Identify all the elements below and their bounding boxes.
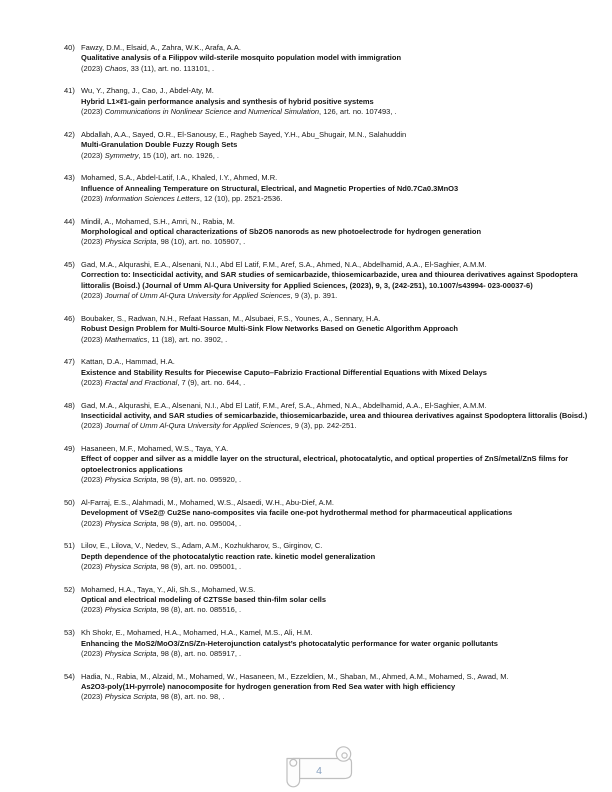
reference-journal-name: Physica Scripta	[104, 562, 157, 572]
reference-journal-name: Physica Scripta	[104, 518, 157, 528]
reference-pub-suffix: , 15 (10), art. no. 1926, .	[138, 150, 219, 160]
reference-journal-name: Physica Scripta	[104, 475, 157, 485]
reference-journal-name: Physica Scripta	[104, 692, 157, 702]
reference-title: As2O3-poly(1H-pyrrole) nanocomposite for hydrogen generation from Red Sea water with high efficiency	[81, 681, 456, 691]
reference-item	[64, 444, 593, 485]
reference-publication	[81, 335, 593, 345]
reference-pub-prefix: (2023)	[81, 63, 105, 73]
reference-title: Influence of Annealing Temperature on Structural, Electrical, and Magnetic Properties of Nd0.7Ca0.3MnO3	[81, 183, 459, 193]
reference-publication	[81, 562, 593, 572]
reference-publication	[81, 378, 593, 388]
reference-pub-prefix: (2023)	[81, 562, 105, 572]
reference-title: Effect of copper and silver as a middle layer on the structural, electrical, photocatalytic, and optical properties of ZnS/metal/ZnS films for optoelectronics applications	[81, 454, 569, 474]
reference-authors: Gad, M.A., Alqurashi, E.A., Alsenani, N.I., Abd El Latif, F.M., Aref, S.A., Ahmed, N.A., Abdelhamid, A.A., El-Saghier, A.M.M.	[81, 400, 487, 410]
reference-publication	[81, 194, 593, 204]
reference-number: 40)	[64, 43, 75, 52]
page-footer	[283, 744, 353, 790]
reference-pub-prefix: (2023)	[81, 334, 105, 344]
reference-authors: Hasaneen, M.F., Mohamed, W.S., Taya, Y.A.	[81, 444, 229, 454]
reference-number: 47)	[64, 357, 75, 367]
reference-publication	[81, 692, 593, 702]
reference-item	[64, 497, 593, 529]
reference-publication	[81, 475, 593, 485]
reference-title: Hybrid L1×ℓ1-gain performance analysis and synthesis of hybrid positive systems	[81, 96, 374, 106]
reference-pub-suffix: , 98 (9), art. no. 095004, .	[156, 518, 242, 528]
reference-publication	[81, 291, 593, 301]
reference-journal-name: Physica Scripta	[104, 605, 157, 615]
reference-number: 43)	[64, 173, 75, 183]
reference-number: 53)	[64, 628, 75, 638]
reference-number: 54)	[64, 671, 75, 681]
reference-pub-suffix: , 126, art. no. 107493, .	[319, 107, 397, 117]
reference-journal-name: Symmetry	[104, 150, 139, 160]
reference-journal-name: Journal of Umm Al-Qura University for Applied Sciences	[104, 291, 291, 301]
reference-authors: Mohamed, H.A., Taya, Y., Ali, Sh.S., Mohamed, W.S.	[81, 584, 256, 594]
page-number: 4	[316, 765, 322, 777]
reference-title: Optical and electrical modeling of CZTSSe based thin-film solar cells	[81, 595, 327, 605]
reference-journal-name: Chaos	[104, 63, 127, 73]
reference-pub-prefix: (2023)	[81, 518, 105, 528]
reference-title: Development of VSe2@ Cu2Se nano-composites via facile one-pot hydrothermal method for pharmaceutical applications	[81, 508, 513, 518]
reference-pub-suffix: , 12 (10), pp. 2521-2536.	[199, 193, 283, 203]
reference-number: 48)	[64, 400, 75, 410]
reference-title: Enhancing the MoS2/MoO3/ZnS/Zn-Heterojunction catalyst’s photocatalytic performance for water organic pollutants	[81, 638, 498, 648]
reference-authors: Abdallah, A.A., Sayed, O.R., El-Sanousy, E., Ragheb Sayed, Y.H., Abu_Shugair, M.N., Salahuddin	[81, 129, 407, 139]
reference-item	[64, 43, 593, 74]
reference-pub-prefix: (2023)	[81, 291, 105, 301]
reference-pub-prefix: (2023)	[81, 648, 105, 658]
reference-authors: Fawzy, D.M., Elsaid, A., Zahra, W.K., Arafa, A.A.	[81, 43, 241, 52]
reference-pub-prefix: (2023)	[81, 150, 105, 160]
reference-item	[64, 129, 593, 161]
reference-title: Correction to: Insecticidal activity, and SAR studies of semicarbazide, thiosemicarbazide, urea and thiourea derivatives against Spodoptera littoralis (Boisd.) (Journal of Umm Al-Qura University for Applied Sciences, (2023), 9, 3, (242-251), 10.1007/s43994- 023-00037-6)	[81, 270, 578, 290]
reference-authors: Kattan, D.A., Hammad, H.A.	[81, 357, 175, 367]
reference-pub-prefix: (2023)	[81, 692, 105, 702]
reference-publication	[81, 151, 593, 161]
reference-number: 49)	[64, 444, 75, 454]
reference-authors: Mohamed, S.A., Abdel-Latif, I.A., Khaled, I.Y., Ahmed, M.R.	[81, 173, 278, 183]
reference-number: 44)	[64, 216, 75, 226]
reference-item	[64, 357, 593, 388]
reference-title: Morphological and optical characterizations of Sb2O5 nanorods as new photoelectrode for hydrogen generation	[81, 227, 482, 237]
reference-item	[64, 584, 593, 616]
reference-number: 45)	[64, 260, 75, 270]
reference-item	[64, 541, 593, 572]
reference-pub-prefix: (2023)	[81, 377, 105, 387]
reference-pub-prefix: (2023)	[81, 193, 105, 203]
reference-publication	[81, 64, 593, 74]
reference-title: Depth dependence of the photocatalytic reaction rate. kinetic model generalization	[81, 551, 376, 561]
reference-item	[64, 173, 593, 204]
reference-journal-name: Physica Scripta	[104, 648, 157, 658]
reference-publication	[81, 649, 593, 659]
reference-journal-name: Communications in Nonlinear Science and Numerical Simulation	[104, 107, 320, 117]
reference-publication	[81, 519, 593, 529]
reference-number: 50)	[64, 497, 75, 507]
reference-pub-prefix: (2023)	[81, 605, 105, 615]
reference-pub-suffix: , 98 (10), art. no. 105907, .	[156, 237, 246, 247]
reference-pub-prefix: (2023)	[81, 237, 105, 247]
reference-publication	[81, 107, 593, 117]
reference-authors: Kh Shokr, E., Mohamed, H.A., Mohamed, H.A., Kamel, M.S., Ali, H.M.	[81, 628, 313, 638]
reference-title: Insecticidal activity, and SAR studies of semicarbazide, thiosemicarbazide, urea and thiourea derivatives against Spodoptera littoralis (Boisd.)	[81, 411, 588, 421]
reference-item	[64, 260, 593, 301]
reference-title: Multi-Granulation Double Fuzzy Rough Sets	[81, 140, 238, 150]
reference-title: Robust Design Problem for Multi-Source Multi-Sink Flow Networks Based on Genetic Algorithm Approach	[81, 324, 458, 334]
reference-pub-suffix: , 11 (18), art. no. 3902, .	[147, 334, 228, 344]
reference-number: 41)	[64, 86, 75, 96]
reference-pub-prefix: (2023)	[81, 475, 105, 485]
reference-authors: Hadia, N., Rabia, M., Alzaid, M., Mohamed, W., Hasaneen, M., Ezzeldien, M., Shaban, M., Ahmed, A.M., Mohamed, S., Awad, M.	[81, 671, 509, 681]
reference-pub-prefix: (2023)	[81, 421, 105, 431]
reference-item	[64, 216, 593, 248]
reference-item	[64, 86, 593, 117]
reference-authors: Boubaker, S., Radwan, N.H., Refaat Hassan, M., Alsubaei, F.S., Younes, A., Sennary, H.A.	[81, 313, 381, 323]
reference-publication	[81, 605, 593, 615]
reference-list	[64, 43, 593, 715]
reference-authors: Lilov, E., Lilova, V., Nedev, S., Adam, A.M., Kozhukharov, S., Girginov, C.	[81, 541, 323, 551]
reference-pub-suffix: , 9 (3), pp. 242-251.	[290, 421, 357, 431]
reference-number: 52)	[64, 584, 75, 594]
reference-item	[64, 671, 593, 703]
reference-item	[64, 628, 593, 659]
reference-journal-name: Information Sciences Letters	[104, 193, 200, 203]
reference-journal-name: Mathematics	[104, 334, 148, 344]
reference-authors: Mindil, A., Mohamed, S.H., Amri, N., Rabia, M.	[81, 216, 235, 226]
reference-authors: Al-Farraj, E.S., Alahmadi, M., Mohamed, W.S., Alsaedi, W.H., Abu-Dief, A.M.	[81, 497, 335, 507]
reference-number: 46)	[64, 313, 75, 323]
reference-pub-suffix: , 98 (9), art. no. 095920, .	[156, 475, 242, 485]
reference-pub-suffix: , 98 (9), art. no. 095001, .	[156, 562, 242, 572]
reference-authors: Gad, M.A., Alqurashi, E.A., Alsenani, N.I., Abd El Latif, F.M., Aref, S.A., Ahmed, N.A., Abdelhamid, A.A., El-Saghier, A.M.M.	[81, 260, 487, 270]
reference-pub-suffix: , 9 (3), p. 391.	[290, 291, 338, 301]
reference-title: Existence and Stability Results for Piecewise Caputo–Fabrizio Fractional Differential Equations with Mixed Delays	[81, 367, 487, 377]
reference-pub-prefix: (2023)	[81, 107, 105, 117]
reference-journal-name: Physica Scripta	[104, 237, 157, 247]
reference-pub-suffix: , 98 (8), art. no. 98, .	[156, 692, 225, 702]
reference-journal-name: Journal of Umm Al-Qura University for Applied Sciences	[104, 421, 291, 431]
reference-pub-suffix: , 98 (8), art. no. 085917, .	[156, 648, 242, 658]
reference-item	[64, 313, 593, 345]
reference-journal-name: Fractal and Fractional	[104, 377, 178, 387]
reference-publication	[81, 421, 593, 431]
reference-authors: Wu, Y., Zhang, J., Cao, J., Abdel-Aty, M.	[81, 86, 214, 96]
reference-number: 42)	[64, 129, 75, 139]
reference-pub-suffix: , 7 (9), art. no. 644, .	[177, 377, 246, 387]
reference-title: Qualitative analysis of a Filippov wild-sterile mosquito population model with immigration	[81, 53, 402, 63]
reference-pub-suffix: , 98 (8), art. no. 085516, .	[156, 605, 242, 615]
reference-number: 51)	[64, 541, 75, 551]
reference-item	[64, 400, 593, 432]
scroll-icon	[283, 744, 353, 790]
reference-pub-suffix: , 33 (11), art. no. 113101, .	[126, 63, 215, 73]
reference-publication	[81, 237, 593, 247]
